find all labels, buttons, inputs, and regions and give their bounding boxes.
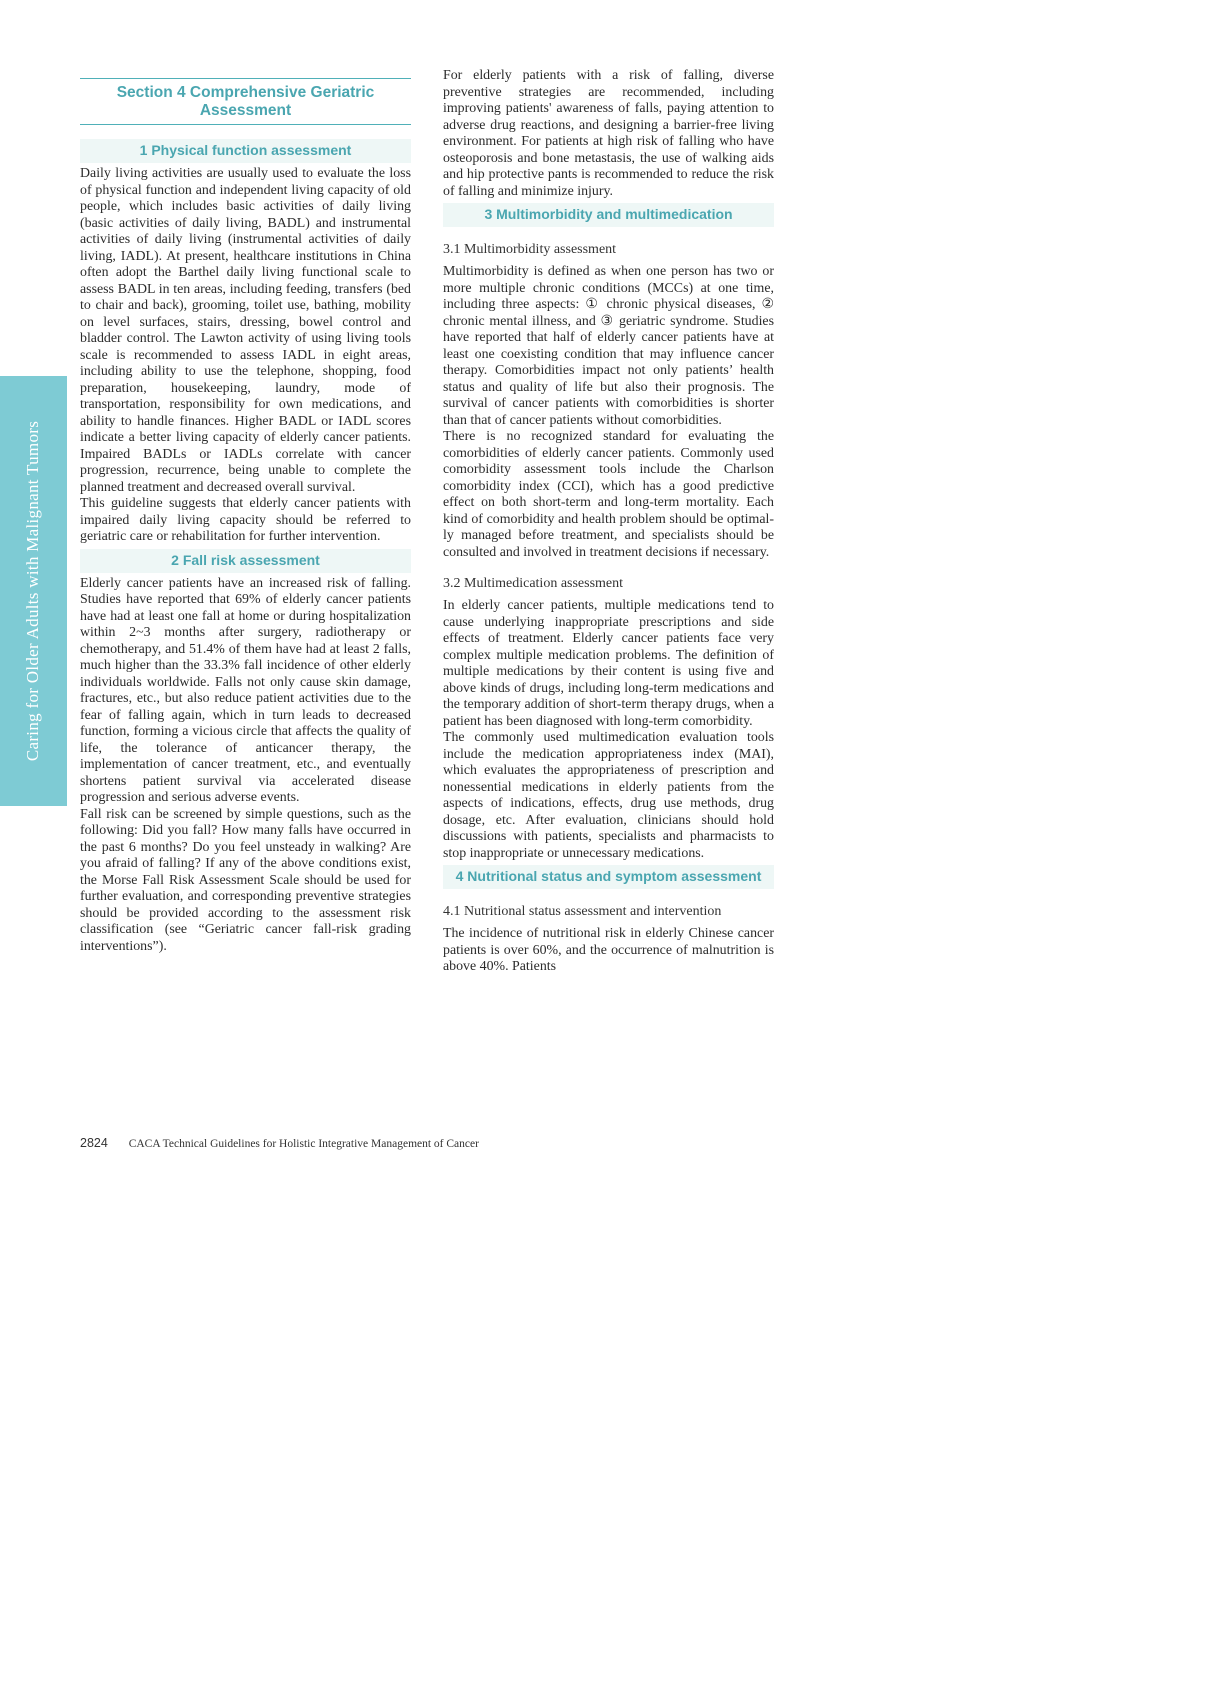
section-title: Section 4 Comprehensive Geriatric Assessment: [80, 78, 411, 125]
subheading-multimedication-assessment: 3.2 Multimedication assessment: [443, 576, 624, 591]
side-tab-label: Caring for Older Adults with Malignant Tumors: [23, 420, 42, 762]
paragraph: In elderly cancer patients, multiple medications tend to cause underlying inappropriate prescriptions and side effects of treatment. Elderly cancer patients face very complex multiple medication problems. The definition of multiple medications by their content is using five and above kinds of drugs, including long-term medications and the temporary addition of short-term therapy drugs, when a patient has been diagnosed with long-term comorbidity.: [443, 598, 774, 729]
paragraph: Fall risk can be screened by simple questions, such as the following: Did you fall? How many falls have occurred in the past 6 months? Do you feel unsteady in walking? Are you afraid of falling? If any of the above conditions exist, the Morse Fall Risk Assessment Scale should be used for further evaluation, and corresponding preventive strategies should be provided according to the assessment risk classification (see “Geriatric cancer fall-risk grading interventions”).: [80, 806, 411, 954]
heading-fall-risk: 2 Fall risk assessment: [80, 549, 411, 573]
paragraph: Multimorbidity is defined as when one person has two or more multiple chronic conditions (MCCs) at one time, including three aspects: ① chronic physical diseases, ② chronic mental illness, and ③ geriatric syndrome. Studies have reported that half of elderly cancer patients have at least one coexisting condition that may influence cancer therapy. Comorbidities impact not only patients’ health status and quality of life but also their prognosis. The survival of cancer patients with comorbidities is shorter than that of cancer patients without comorbidities.: [443, 264, 774, 428]
paragraph: Elderly cancer patients have an increased risk of falling. Studies have reported that 69% of elderly cancer patients have had at least one fall at home or during hospitalization within 2~3 months after surgery, radiotherapy or chemotherapy, and 51.4% of them have had at least 2 falls, much higher than the 33.3% fall incidence of other elderly individuals worldwide. Falls not only cause skin damage, fractures, etc., but also reduce patient activities due to the fear of falling again, which in turn leads to decreased function, forming a vicious circle that affects the quality of life, the tolerance of anticancer therapy, the implementation of cancer treatment, etc., and eventually shortens patient survival via accelerated disease progression and serious adverse events.: [80, 575, 411, 805]
right-column: [443, 68, 774, 976]
paragraph: Daily living activities are usually used to evaluate the loss of physical function and independent living capacity of old people, which includes basic activities of daily living (basic activities of daily living, BADL) and instrumental activities of daily living (instrumental activities of daily living, IADL). At present, healthcare institutions in China often adopt the Barthel daily living functional scale to assess BADL in ten areas, including feeding, transfers (bed to chair and back), grooming, toilet use, bathing, mobility on level surfaces, stairs, dressing, bowel control and bladder control. The Lawton activity of using living tools scale is recommended to assess IADL in eight areas, including ability to use the telephone, shopping, food preparation, housekeeping, laundry, mode of transportation, responsibility for own medications, and ability to handle finances. Higher BADL or IADL scores indicate a better living capacity of elderly cancer patients. Impaired BADLs or IADLs correlate with cancer progression, recurrence, being unable to complete the planned treatment and decreased overall survival.: [80, 166, 411, 495]
paragraph: There is no recognized standard for evaluating the comorbidities of elderly cancer patients. Commonly used comorbidity assessment tools include the Charlson comorbidity index (CCI), which has a good predictive effect on both short-term and long-term mortality. Each kind of comorbidity and health problem should be optimally managed before treatment, and specialists should be consulted and involved in treatment decisions if necessary.: [443, 429, 774, 560]
paragraph: This guideline suggests that elderly cancer patients with impaired daily living capacity should be referred to geriatric care or rehabilitation for further intervention.: [80, 496, 411, 544]
page-footer: [80, 1136, 479, 1150]
left-column: [80, 68, 411, 955]
heading-physical-function: 1 Physical function assessment: [80, 139, 411, 163]
subheading-nutritional-intervention: 4.1 Nutritional status assessment and intervention: [443, 904, 722, 919]
running-title: CACA Technical Guidelines for Holistic Integrative Management of Cancer: [128, 1138, 479, 1150]
page-number: 2824: [80, 1136, 108, 1150]
heading-nutritional-status: 4 Nutritional status and symptom assessment: [443, 865, 774, 889]
paragraph: The incidence of nutritional risk in elderly Chinese cancer patients is over 60%, and the occurrence of malnutrition is above 40%. Patients: [443, 926, 774, 974]
paragraph: For elderly patients with a risk of falling, diverse preventive strategies are recommended, including improving patients' awareness of falls, paying attention to adverse drug reactions, and designing a barrier-free living environment. For patients at high risk of falling who have osteoporosis and bone metastasis, the use of walking aids and hip protective pants is recommended to reduce the risk of falling and minimize injury.: [443, 68, 774, 199]
paragraph: The commonly used multimedication evaluation tools include the medication appropriateness index (MAI), which evaluates the appropriateness of prescription and nonessential medications in elderly patients from the aspects of indications, effects, drug use methods, drug dosage, etc. After evaluation, clinicians should hold discussions with patients, specialists and pharmacists to stop inappropriate or unnecessary medications.: [443, 730, 774, 861]
heading-multimorbidity: 3 Multimorbidity and multimedication: [443, 203, 774, 227]
subheading-multimorbidity-assessment: 3.1 Multimorbidity assessment: [443, 242, 617, 257]
